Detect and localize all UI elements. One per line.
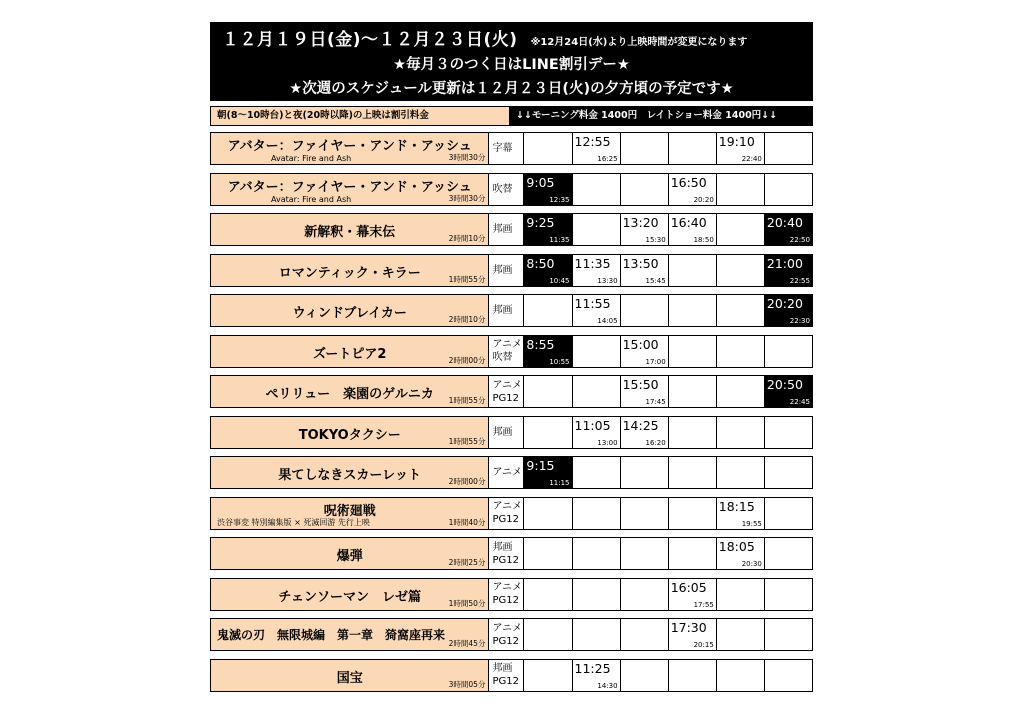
schedule-change-note: ※12月24日(水)より上映時間が変更になります — [530, 37, 748, 48]
movie-title-cell — [210, 537, 489, 570]
showtime-start: 14:25 — [622, 417, 659, 433]
version-label: アニメ — [492, 467, 522, 478]
empty-cell — [524, 618, 572, 651]
movie-title-cell — [210, 375, 489, 408]
movie-row — [210, 375, 813, 408]
showtime-end: 17:45 — [645, 398, 666, 406]
version-label: 邦画 — [492, 541, 513, 553]
movie-title: ペリリュー 楽園のゲルニカ — [265, 387, 434, 402]
empty-cell — [717, 254, 765, 287]
empty-cell — [573, 497, 621, 530]
showtime-cell — [573, 294, 621, 327]
showtime-end: 20:15 — [693, 641, 714, 649]
pricing-bar — [210, 106, 813, 126]
next-update-notice: ★次週のスケジュール更新は１２月２３日(火)の夕方頃の予定です★ — [289, 81, 734, 97]
empty-cell — [524, 578, 572, 611]
movie-title-cell — [210, 254, 489, 287]
movie-title: 呪術廻戦 — [323, 503, 376, 519]
movie-title-cell — [210, 578, 489, 611]
movie-title: 鬼滅の刃 無限城編 第一章 猗窩座再来 — [217, 628, 446, 642]
movie-row — [210, 254, 813, 287]
showtime-end: 13:30 — [597, 276, 618, 285]
movie-title: ウィンドブレイカー — [292, 306, 407, 321]
movie-runtime: 2時間25分 — [448, 558, 486, 567]
empty-cell — [573, 213, 621, 246]
empty-cell — [524, 659, 572, 692]
showtime-cell — [765, 375, 813, 408]
empty-cell — [669, 537, 717, 570]
version-label: 吹替 — [492, 183, 513, 195]
empty-cell — [621, 497, 669, 530]
showtime-cell — [524, 254, 572, 287]
empty-cell — [573, 375, 621, 408]
showtime-start: 20:40 — [766, 215, 803, 230]
showtime-end: 20:20 — [693, 195, 714, 204]
version-label: 字幕 — [492, 143, 513, 154]
showtime-cell — [573, 132, 621, 165]
version-label: 邦画 — [492, 426, 513, 438]
movie-runtime: 1時間55分 — [448, 274, 486, 284]
movie-version — [489, 132, 524, 165]
showtime-start: 16:50 — [670, 174, 707, 190]
empty-cell — [717, 416, 765, 449]
showtime-cell — [621, 213, 669, 246]
showtime-end: 22:45 — [789, 398, 810, 406]
version-label: PG12 — [492, 635, 519, 647]
showtime-start: 21:00 — [766, 255, 803, 271]
movie-version — [489, 173, 524, 206]
movie-version — [489, 537, 524, 570]
showtime-cell — [524, 213, 572, 246]
schedule-header — [210, 22, 813, 101]
showtime-end: 22:55 — [789, 276, 810, 285]
empty-cell — [621, 537, 669, 570]
movie-version — [489, 659, 524, 692]
movie-title-cell — [210, 335, 489, 368]
empty-cell — [524, 497, 572, 530]
showtime-end: 16:25 — [597, 155, 618, 163]
movie-runtime: 1時間55分 — [448, 436, 486, 446]
movie-title-cell — [210, 132, 489, 165]
version-label: アニメ — [492, 501, 522, 512]
empty-cell — [669, 659, 717, 692]
movie-version — [489, 294, 524, 327]
empty-cell — [573, 537, 621, 570]
version-label: PG12 — [492, 392, 519, 404]
version-label: PG12 — [492, 554, 519, 566]
showtime-cell — [573, 659, 621, 692]
empty-cell — [669, 294, 717, 327]
showtime-end: 22:30 — [789, 317, 810, 325]
version-label: 邦画 — [492, 224, 513, 235]
movie-title: 新解釈・幕末伝 — [304, 225, 396, 240]
movie-title-cell — [210, 173, 489, 206]
showtime-start: 20:50 — [766, 377, 803, 392]
movie-title: ロマンティック・キラー — [278, 265, 421, 281]
version-label: アニメ — [492, 622, 522, 634]
showtime-start: 15:50 — [622, 377, 659, 392]
showtime-start: 9:15 — [526, 458, 555, 473]
empty-cell — [765, 537, 813, 570]
movie-row — [210, 618, 813, 651]
empty-cell — [524, 375, 572, 408]
showtime-cell — [765, 254, 813, 287]
empty-cell — [717, 659, 765, 692]
showtime-cell — [524, 456, 572, 489]
showtime-cell — [717, 132, 765, 165]
empty-cell — [573, 335, 621, 368]
movie-title: チェンソーマン レゼ篇 — [278, 589, 422, 605]
showtime-start: 13:20 — [622, 215, 659, 230]
showtime-start: 8:55 — [526, 336, 555, 352]
showtime-cell — [669, 578, 717, 611]
empty-cell — [621, 294, 669, 327]
showtime-cell — [669, 618, 717, 651]
movie-title-cell — [210, 294, 489, 327]
empty-cell — [765, 578, 813, 611]
empty-cell — [573, 578, 621, 611]
showtime-start: 15:00 — [622, 336, 659, 352]
movie-title: TOKYOタクシー — [298, 427, 401, 443]
schedule-sheet — [210, 22, 813, 690]
movie-runtime: 2時間00分 — [448, 355, 486, 365]
version-label: 邦画 — [492, 264, 513, 276]
showtime-start: 11:25 — [574, 660, 611, 676]
empty-cell — [573, 456, 621, 489]
showtime-end: 19:55 — [741, 519, 762, 528]
movie-title-cell — [210, 618, 489, 651]
empty-cell — [765, 132, 813, 165]
showtime-cell — [669, 213, 717, 246]
movie-version — [489, 375, 524, 408]
movie-version — [489, 335, 524, 368]
movie-title: アバター：ファイヤー・アンド・アッシュ — [227, 139, 472, 154]
empty-cell — [621, 618, 669, 651]
empty-cell — [524, 416, 572, 449]
movie-version — [489, 416, 524, 449]
movie-title: ズートピア2 — [313, 346, 387, 362]
empty-cell — [669, 375, 717, 408]
empty-cell — [717, 618, 765, 651]
version-label: アニメ — [492, 339, 522, 350]
empty-cell — [765, 335, 813, 368]
showtime-start: 11:05 — [574, 417, 611, 433]
showtime-start: 20:20 — [766, 296, 803, 311]
version-label: 邦画 — [492, 305, 513, 316]
showtime-end: 13:00 — [597, 438, 618, 447]
movie-runtime: 2時間45分 — [448, 639, 486, 648]
line-discount-notice: ★毎月３のつく日はLINE割引デー★ — [393, 57, 630, 73]
movie-row — [210, 294, 813, 327]
showtime-cell — [573, 416, 621, 449]
empty-cell — [524, 132, 572, 165]
empty-cell — [524, 294, 572, 327]
empty-cell — [717, 578, 765, 611]
showtime-start: 18:05 — [718, 539, 755, 554]
empty-cell — [573, 173, 621, 206]
showtime-cell — [621, 254, 669, 287]
showtime-cell — [621, 335, 669, 368]
empty-cell — [765, 659, 813, 692]
movie-row — [210, 335, 813, 368]
version-label: アニメ — [492, 379, 522, 391]
movie-row — [210, 578, 813, 611]
movie-runtime: 3時間05分 — [448, 679, 486, 689]
showtime-start: 16:05 — [670, 579, 707, 595]
empty-cell — [573, 618, 621, 651]
version-label: PG12 — [492, 676, 519, 687]
showtime-end: 18:50 — [693, 236, 714, 244]
empty-cell — [669, 416, 717, 449]
showtime-start: 8:50 — [526, 255, 555, 271]
empty-cell — [621, 132, 669, 165]
empty-cell — [717, 294, 765, 327]
version-label: PG12 — [492, 595, 519, 606]
empty-cell — [669, 497, 717, 530]
movie-runtime: 2時間00分 — [448, 477, 486, 486]
movie-row — [210, 416, 813, 449]
header-line-1 — [222, 25, 747, 50]
movie-version — [489, 456, 524, 489]
showtime-end: 10:45 — [549, 276, 570, 285]
movie-version — [489, 497, 524, 530]
empty-cell — [765, 618, 813, 651]
showtime-cell — [621, 375, 669, 408]
movie-title: 果てしなきスカーレット — [278, 468, 422, 483]
movie-row — [210, 537, 813, 570]
empty-cell — [765, 173, 813, 206]
showtime-start: 18:15 — [718, 498, 755, 514]
movie-title-cell — [210, 659, 489, 692]
showtime-cell — [717, 497, 765, 530]
movie-row — [210, 497, 813, 530]
movie-title-cell — [210, 416, 489, 449]
empty-cell — [669, 132, 717, 165]
showtime-start: 11:35 — [574, 255, 611, 271]
showtime-start: 12:55 — [574, 134, 611, 149]
empty-cell — [621, 456, 669, 489]
movie-row — [210, 213, 813, 246]
empty-cell — [669, 456, 717, 489]
movie-version — [489, 578, 524, 611]
showtime-end: 14:30 — [597, 681, 618, 690]
movie-title-cell — [210, 213, 489, 246]
date-range: １２月１９日(金)～１２月２３日(火) — [222, 30, 518, 50]
empty-cell — [669, 335, 717, 368]
showtime-cell — [573, 254, 621, 287]
showtime-end: 12:35 — [549, 195, 570, 204]
showtime-start: 9:25 — [526, 215, 555, 230]
showtime-start: 13:50 — [622, 255, 659, 271]
movie-title: 爆弾 — [336, 549, 363, 564]
movie-subtitle: 渋谷事変 特別編集版 × 死滅回游 先行上映 — [217, 517, 370, 527]
showtime-end: 10:55 — [549, 357, 570, 366]
showtime-start: 17:30 — [670, 620, 707, 635]
showtime-end: 17:55 — [693, 600, 714, 609]
showtime-start: 11:55 — [574, 296, 611, 311]
showtime-cell — [765, 294, 813, 327]
showtime-cell — [717, 537, 765, 570]
showtime-cell — [621, 416, 669, 449]
movie-runtime: 3時間30分 — [448, 153, 486, 162]
empty-cell — [717, 213, 765, 246]
showtime-end: 14:05 — [597, 317, 618, 325]
empty-cell — [669, 254, 717, 287]
empty-cell — [765, 497, 813, 530]
empty-cell — [621, 578, 669, 611]
price-note: ↓↓モーニング料金 1400円 レイトショー料金 1400円↓↓ — [510, 106, 813, 126]
movie-row — [210, 132, 813, 165]
movie-subtitle: Avatar: Fire and Ash — [271, 194, 352, 204]
movie-runtime: 1時間55分 — [448, 396, 486, 405]
movie-version — [489, 213, 524, 246]
showtime-end: 15:30 — [645, 236, 666, 244]
movie-title-cell — [210, 456, 489, 489]
empty-cell — [717, 173, 765, 206]
showtime-start: 19:10 — [718, 134, 755, 149]
movie-title: 国宝 — [336, 670, 363, 686]
movie-runtime: 1時間40分 — [448, 517, 486, 527]
showtime-cell — [765, 213, 813, 246]
showtime-cell — [669, 173, 717, 206]
showtime-start: 9:05 — [526, 174, 555, 190]
showtime-end: 16:20 — [645, 438, 666, 447]
version-label: 邦画 — [492, 663, 513, 674]
showtime-start: 16:40 — [670, 215, 707, 230]
movie-row — [210, 659, 813, 692]
empty-cell — [717, 335, 765, 368]
empty-cell — [621, 659, 669, 692]
version-label: 吹替 — [492, 352, 513, 363]
showtime-end: 20:30 — [741, 560, 762, 568]
movie-version — [489, 254, 524, 287]
movie-subtitle: Avatar: Fire and Ash — [271, 154, 352, 163]
movie-title: アバター：ファイヤー・アンド・アッシュ — [227, 179, 472, 195]
empty-cell — [621, 173, 669, 206]
showtime-cell — [524, 335, 572, 368]
empty-cell — [765, 416, 813, 449]
movie-version — [489, 618, 524, 651]
movie-title-cell — [210, 497, 489, 530]
showtime-end: 15:45 — [645, 276, 666, 285]
showtime-end: 17:00 — [645, 357, 666, 366]
version-label: PG12 — [492, 514, 519, 525]
showtime-end: 22:40 — [741, 155, 762, 163]
empty-cell — [717, 456, 765, 489]
showtime-end: 22:50 — [789, 236, 810, 244]
version-label: アニメ — [492, 582, 522, 593]
discount-note: 朝(8～10時台)と夜(20時以降)の上映は割引料金 — [210, 106, 510, 126]
movie-row — [210, 173, 813, 206]
movie-row — [210, 456, 813, 489]
movie-runtime: 2時間10分 — [448, 234, 486, 243]
movie-runtime: 3時間30分 — [448, 193, 486, 203]
showtime-end: 11:15 — [549, 479, 570, 487]
empty-cell — [524, 537, 572, 570]
showtime-end: 11:35 — [549, 236, 570, 244]
showtime-cell — [524, 173, 572, 206]
empty-cell — [717, 375, 765, 408]
movie-runtime: 1時間50分 — [448, 598, 486, 608]
empty-cell — [765, 456, 813, 489]
movie-runtime: 2時間10分 — [448, 315, 486, 324]
